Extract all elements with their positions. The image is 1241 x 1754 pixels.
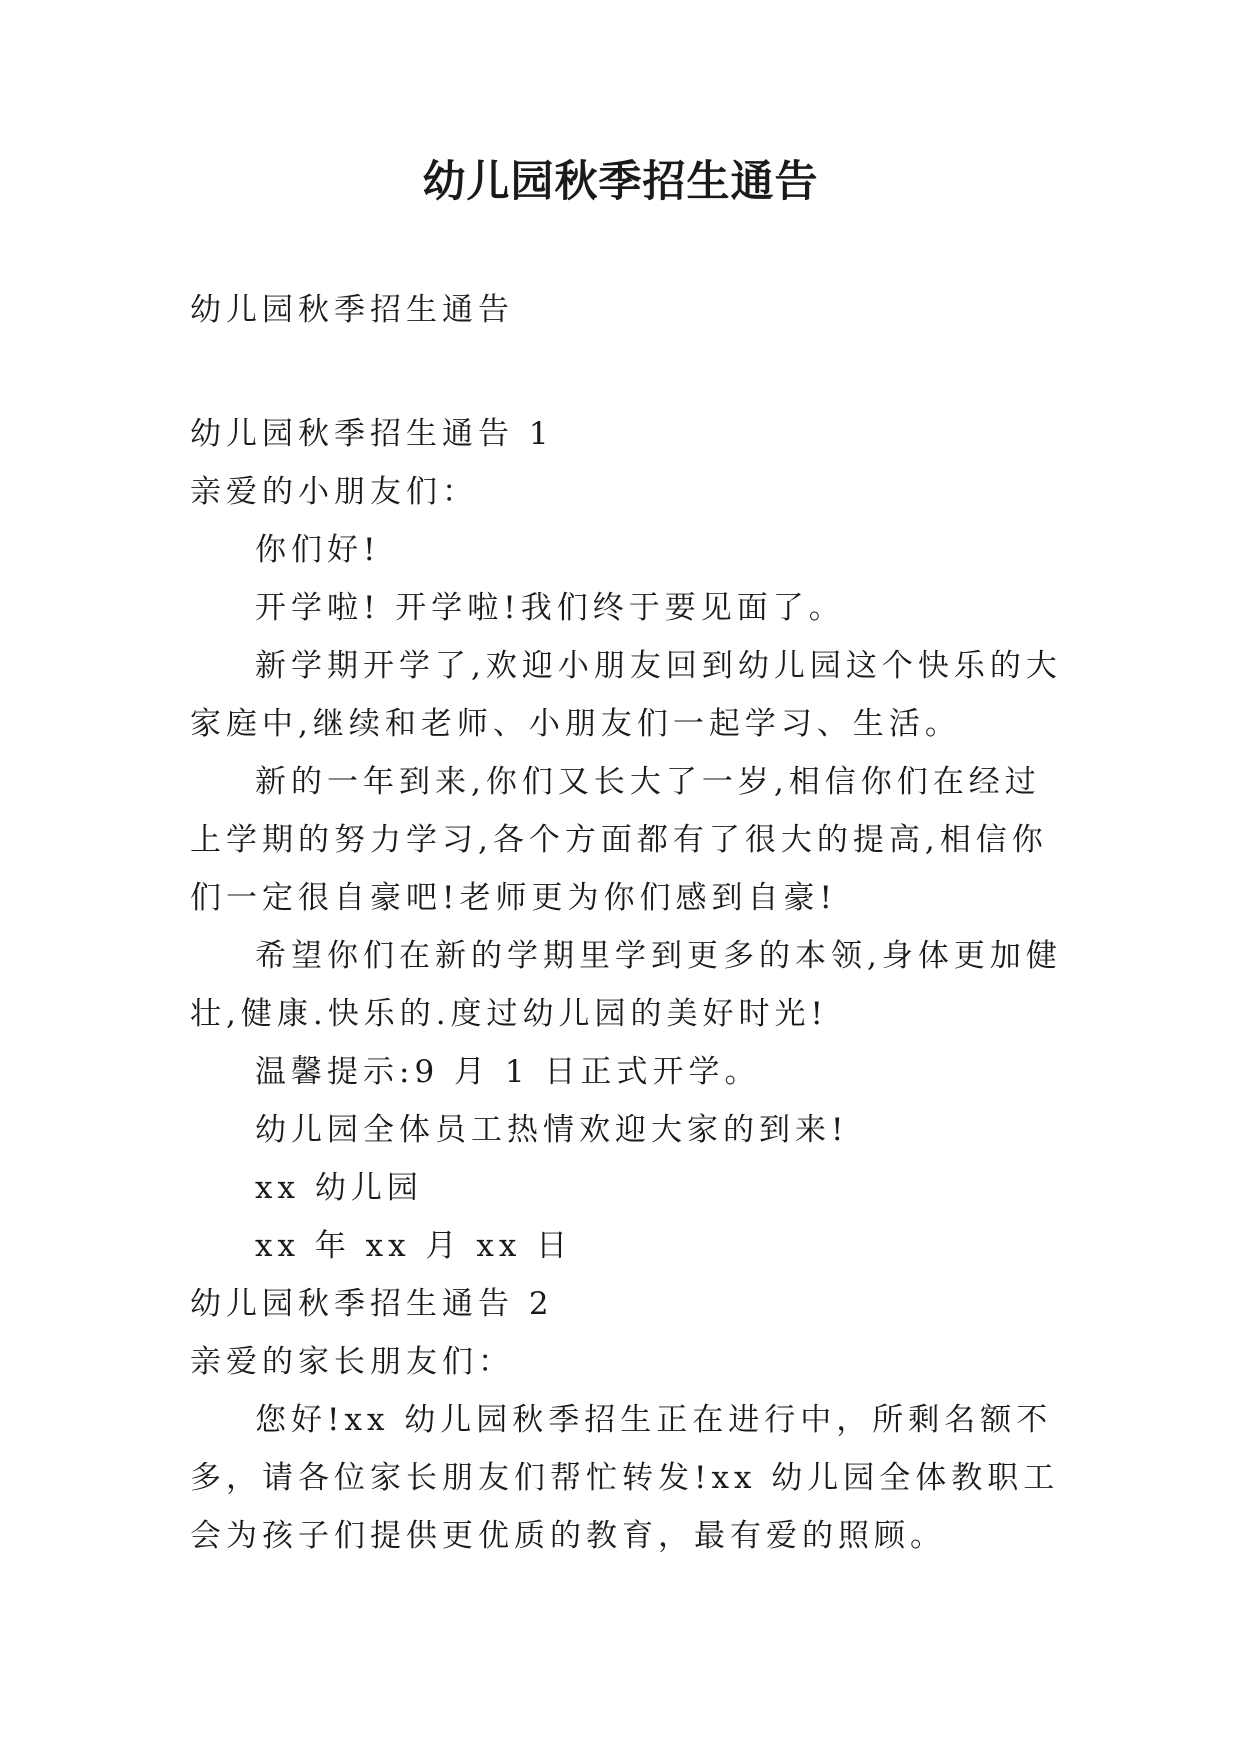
document-title: 幼儿园秋季招生通告 <box>422 157 819 207</box>
notice-1-signature: xx 幼儿园 <box>255 1170 423 1206</box>
notice-2-heading: 幼儿园秋季招生通告 2 <box>190 1286 554 1322</box>
notice-1-date: xx 年 xx 月 xx 日 <box>255 1228 573 1264</box>
notice-2-salutation: 亲爱的家长朋友们： <box>190 1344 514 1380</box>
document-subtitle: 幼儿园秋季招生通告 <box>190 292 514 328</box>
notice-1-paragraph: 希望你们在新的学期里学到更多的本领,身体更加健壮,健康.快乐的.度过幼儿园的美好时光! <box>190 938 1062 1032</box>
notice-1-welcome: 幼儿园全体员工热情欢迎大家的到来! <box>255 1112 849 1148</box>
document-body <box>190 405 1070 1565</box>
notice-1-greeting: 你们好! <box>255 532 381 568</box>
notice-1-paragraph: 新学期开学了,欢迎小朋友回到幼儿园这个快乐的大家庭中,继续和老师、小朋友们一起学习、生活。 <box>190 648 1062 742</box>
notice-1-paragraph: 新的一年到来,你们又长大了一岁,相信你们在经过上学期的努力学习,各个方面都有了很大的提高,相信你们一定很自豪吧!老师更为你们感到自豪! <box>190 764 1048 916</box>
notice-1-paragraph: 开学啦! 开学啦!我们终于要见面了。 <box>255 590 845 626</box>
notice-1-heading: 幼儿园秋季招生通告 1 <box>190 416 554 452</box>
notice-1-salutation: 亲爱的小朋友们： <box>190 474 478 510</box>
notice-2-paragraph: 您好!xx 幼儿园秋季招生正在进行中，所剩名额不多，请各位家长朋友们帮忙转发!xx 幼儿园全体教职工会为孩子们提供更优质的教育，最有爱的照顾。 <box>190 1402 1060 1554</box>
notice-1-reminder: 温馨提示:9 月 1 日正式开学。 <box>255 1054 761 1090</box>
